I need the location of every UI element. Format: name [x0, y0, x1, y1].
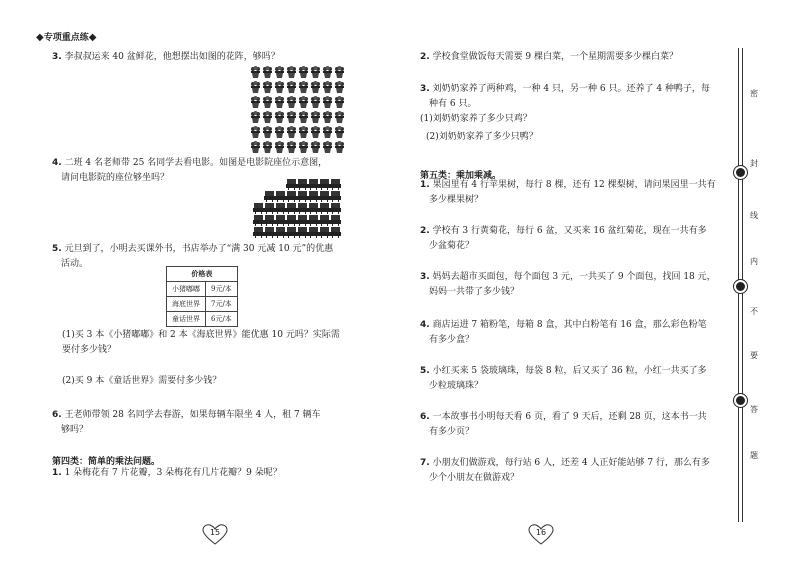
seat-icon: [253, 227, 264, 238]
binding-char: 封: [750, 159, 758, 168]
seat-icon: [286, 203, 297, 214]
binding-hole-icon: [734, 394, 747, 407]
header-title: 专项重点练: [43, 33, 89, 43]
flower-pot-icon: [298, 81, 309, 94]
flower-pot-icon: [274, 81, 285, 94]
question-3: 3. 李叔叔运来 40 盆鲜花，他想摆出如图的花阵，够吗？: [52, 52, 280, 62]
question-4: 4. 二班 4 名老师带 25 名同学去看电影。如图是电影院座位示意图， 请问电影院的座位够坐吗？: [52, 158, 328, 183]
flower-pot-icon: [262, 126, 273, 139]
flower-pot-icon: [250, 81, 261, 94]
flower-pot-icon: [310, 96, 321, 109]
seat-icon: [286, 227, 297, 238]
flower-pot-icon: [274, 126, 285, 139]
price-table: [166, 266, 238, 327]
seat-icon: [264, 191, 275, 202]
flower-pot-icon: [322, 81, 333, 94]
flower-pot-icon: [262, 66, 273, 79]
flower-pot-icon: [274, 66, 285, 79]
question-2: 2. 学校食堂做饭每天需要 9 棵白菜，一个星期需要多少棵白菜？: [420, 52, 679, 62]
section-4-title: 第四类：简单的乘法问题。: [52, 457, 161, 467]
seat-icon: [297, 215, 308, 226]
flower-pot-icon: [250, 141, 261, 154]
seat-icon: [330, 179, 341, 190]
seat-icon: [264, 227, 275, 238]
flower-pot-icon: [262, 111, 273, 124]
seat-icon: [253, 203, 264, 214]
seat-icon: [275, 227, 286, 238]
seat-icon: [297, 191, 308, 202]
seat-icon: [319, 215, 330, 226]
flower-pot-icon: [274, 111, 285, 124]
binding-char: 要: [750, 351, 758, 360]
flower-pot-icon: [286, 81, 297, 94]
flower-pot-icon: [310, 141, 321, 154]
flower-pot-icon: [274, 96, 285, 109]
seat-icon: [264, 215, 275, 226]
flower-pot-icon: [298, 126, 309, 139]
flower-pot-icon: [334, 126, 345, 139]
seat-icon: [253, 215, 264, 226]
question-5: 5. 元旦到了，小明去买课外书，书店举办了“满 30 元减 10 元”的优惠 活动。: [52, 244, 334, 269]
flower-pot-icon: [334, 111, 345, 124]
page-number-right: 16: [535, 528, 547, 537]
section-header: [36, 30, 96, 43]
flower-pot-icon: [334, 81, 345, 94]
seat-icon: [297, 227, 308, 238]
section-5-question-1: 1. 果园里有 4 行苹果树，每行 8 棵，还有 12 棵梨树，请问果园里一共有 多少棵果树？: [420, 180, 716, 205]
flower-pot-icon: [322, 66, 333, 79]
flower-pot-icon: [322, 111, 333, 124]
binding-char: 题: [750, 451, 758, 460]
question-6: 6. 王老师带领 28 名同学去春游，如果每辆车限坐 4 人，租 7 辆车 够吗？: [52, 410, 321, 435]
table-row: 小猪嘟嘟 9元/本: [167, 282, 238, 297]
flower-pot-icon: [298, 96, 309, 109]
diamond-icon: ◆: [88, 32, 97, 43]
binding-char: 答: [750, 405, 758, 414]
seat-icon: [330, 203, 341, 214]
seat-icon: [330, 191, 341, 202]
seat-icon: [319, 179, 330, 190]
section-5-question-5: 5. 小红买来 5 袋玻璃珠，每袋 8 粒，后又买了 36 粒，小红一共买了多 少粒玻璃珠？: [420, 366, 707, 391]
flower-pot-icon: [286, 66, 297, 79]
flower-pot-icon: [286, 96, 297, 109]
flower-pot-icon: [310, 126, 321, 139]
seat-icon: [308, 191, 319, 202]
section-5-question-6: 6. 一本故事书小明每天看 6 页，看了 9 天后，还剩 28 页，这本书一共 有多少页？: [420, 412, 707, 437]
seat-icon: [308, 203, 319, 214]
seal-line-margin: [722, 48, 762, 522]
price-table-title: 价格表: [167, 267, 238, 282]
seat-icon: [264, 203, 275, 214]
section-5-question-3: 3. 妈妈去超市买面包，每个面包 3 元，一共买了 9 个面包，找回 18 元， 妈妈一共带了多少钱？: [420, 272, 716, 297]
cinema-seat-diagram: [252, 178, 352, 240]
seat-icon: [275, 215, 286, 226]
flower-pot-icon: [286, 126, 297, 139]
question-5-sub-1: (1)买 3 本《小猪嘟嘟》和 2 本《海底世界》能优惠 10 元吗？实际需 要付多少钱？: [62, 330, 340, 355]
seat-icon: [308, 215, 319, 226]
binding-hole-icon: [734, 280, 747, 293]
flower-pot-icon: [298, 66, 309, 79]
flower-pot-icon: [322, 126, 333, 139]
section-5-question-2: 2. 学校有 3 行黄菊花，每行 6 盆，又买来 16 盆红菊花，现在一共有多 少盆菊花？: [420, 226, 707, 251]
flower-pot-icon: [310, 111, 321, 124]
seat-icon: [319, 191, 330, 202]
section-5-title: 第五类：乘加乘减。: [420, 171, 502, 181]
seat-icon: [275, 191, 286, 202]
seat-icon: [286, 215, 297, 226]
flower-pot-grid: [250, 66, 346, 154]
seat-icon: [286, 179, 297, 190]
seat-icon: [286, 191, 297, 202]
section-4-question-1: 1. 1 朵梅花有 7 片花瓣，3 朵梅花有几片花瓣？9 朵呢？: [52, 468, 282, 478]
flower-pot-icon: [262, 141, 273, 154]
flower-pot-icon: [298, 141, 309, 154]
section-5-question-4: 4. 商店运进 7 箱粉笔，每箱 8 盒，其中白粉笔有 16 盒，那么彩色粉笔 有多少盒？: [420, 320, 707, 345]
binding-hole-icon: [734, 166, 747, 179]
seat-icon: [319, 203, 330, 214]
binding-char: 线: [750, 211, 758, 220]
seat-icon: [319, 227, 330, 238]
seat-icon: [308, 227, 319, 238]
question-5-sub-2: (2)买 9 本《童话世界》需要付多少钱？: [62, 376, 222, 386]
binding-char: 内: [750, 257, 758, 266]
question-3-ducks: 3. 刘奶奶家养了两种鸡，一种 4 只，另一种 6 只。还养了 4 种鸭子，每 种有 6 只。 (1)刘奶奶家养了多少只鸡？: [420, 84, 710, 124]
flower-pot-icon: [250, 66, 261, 79]
table-row: 海底世界 7元/本: [167, 297, 238, 312]
flower-pot-icon: [322, 96, 333, 109]
flower-pot-icon: [262, 96, 273, 109]
flower-pot-icon: [286, 141, 297, 154]
flower-pot-icon: [334, 96, 345, 109]
flower-pot-icon: [262, 81, 273, 94]
section-5-question-7: 7. 小朋友们做游戏，每行站 6 人，还差 4 人正好能站够 7 行，那么有多 少个小朋友在做游戏？: [420, 458, 710, 483]
binding-char: 密: [750, 89, 758, 98]
page-number-left: 15: [209, 528, 221, 537]
table-row: 童话世界 6元/本: [167, 312, 238, 327]
flower-pot-icon: [310, 66, 321, 79]
flower-pot-icon: [274, 141, 285, 154]
seat-icon: [297, 179, 308, 190]
flower-pot-icon: [250, 126, 261, 139]
seat-icon: [330, 227, 341, 238]
flower-pot-icon: [250, 111, 261, 124]
flower-pot-icon: [334, 141, 345, 154]
binding-char: 不: [750, 307, 758, 316]
question-3-sub-2: (2)刘奶奶家养了多少只鸭？: [426, 132, 538, 142]
seat-icon: [297, 203, 308, 214]
seat-icon: [275, 203, 286, 214]
flower-pot-icon: [310, 81, 321, 94]
diamond-icon: ◆: [36, 32, 44, 43]
flower-pot-icon: [334, 66, 345, 79]
flower-pot-icon: [298, 111, 309, 124]
seat-icon: [308, 179, 319, 190]
flower-pot-icon: [286, 111, 297, 124]
flower-pot-icon: [250, 96, 261, 109]
flower-pot-icon: [322, 141, 333, 154]
seat-icon: [330, 215, 341, 226]
